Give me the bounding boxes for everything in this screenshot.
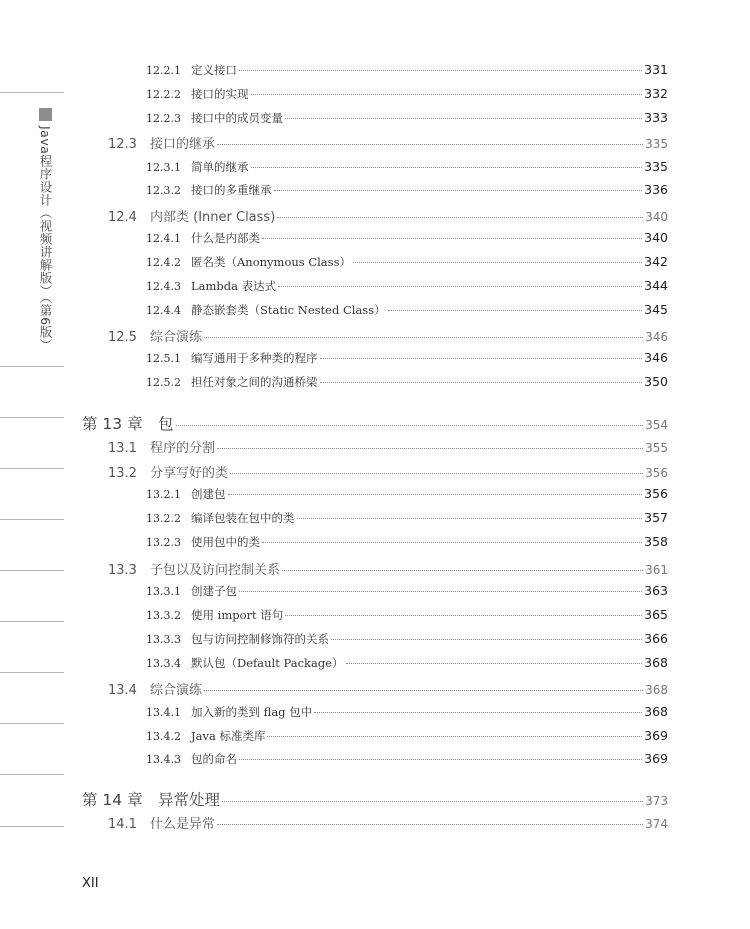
toc-page-number: 356	[644, 486, 668, 501]
toc-entry-title: 包与访问控制修饰符的关系	[191, 632, 329, 646]
toc-entry-number: 13.2	[108, 466, 137, 481]
toc-subsection-entry	[146, 86, 668, 102]
toc-page-number: 333	[644, 110, 668, 125]
toc-subsection-entry	[146, 254, 668, 270]
toc-subsection-entry	[146, 607, 668, 623]
dot-leader	[230, 473, 643, 474]
toc-page-number: 368	[645, 683, 668, 697]
toc-entry-title: 定义接口	[191, 63, 237, 77]
toc-entry-number: 13.4.1	[146, 706, 181, 719]
toc-entry-number: 14.1	[108, 817, 137, 832]
dot-leader	[278, 286, 642, 287]
toc-entry-title: 简单的继承	[191, 160, 249, 174]
toc-page-number: 342	[644, 254, 668, 269]
toc-section-entry	[108, 462, 668, 481]
toc-section-entry	[108, 813, 668, 832]
toc-entry-number: 12.5.1	[146, 352, 181, 365]
toc-subsection-entry	[146, 751, 668, 767]
toc-entry-number: 12.4.1	[146, 232, 181, 245]
dot-leader	[228, 494, 643, 495]
toc-page-number: 369	[644, 728, 668, 743]
toc-entry-number: 第 13 章	[82, 415, 143, 433]
dot-leader	[346, 663, 643, 664]
toc-page-number: 331	[644, 62, 668, 77]
toc-subsection-entry	[146, 230, 668, 246]
toc-entry-title: 默认包（Default Package）	[191, 656, 344, 670]
toc-entry-number: 12.3	[108, 137, 137, 152]
dot-leader	[297, 518, 643, 519]
toc-entry-title: 内部类 (Inner Class)	[150, 210, 276, 225]
toc-entry-title: 加入新的类到 flag 包中	[191, 705, 313, 719]
toc-subsection-entry	[146, 374, 668, 390]
dot-leader	[320, 358, 643, 359]
toc-entry-number: 13.4	[108, 683, 137, 698]
toc-subsection-entry	[146, 110, 668, 126]
toc-entry-number: 13.3.4	[146, 657, 181, 670]
toc-subsection-entry	[146, 350, 668, 366]
toc-subsection-entry	[146, 704, 668, 720]
toc-entry-number: 12.5	[108, 330, 137, 345]
toc-entry-title: 什么是内部类	[191, 231, 260, 245]
toc-entry-title: 综合演练	[150, 330, 203, 345]
toc-entry-number: 12.3.2	[146, 184, 181, 197]
toc-entry-title: 接口中的成员变量	[191, 111, 283, 125]
toc-entry-title: 分享写好的类	[150, 466, 229, 481]
toc-entry-title: 使用 import 语句	[191, 608, 284, 622]
toc-entry-number: 12.3.1	[146, 161, 181, 174]
dot-leader	[222, 801, 643, 802]
toc-subsection-entry	[146, 583, 668, 599]
toc-entry-title: 接口的实现	[191, 87, 249, 101]
toc-subsection-entry	[146, 534, 668, 550]
toc-entry-title: 子包以及访问控制关系	[150, 563, 281, 578]
toc-entry-title: 包	[158, 415, 174, 433]
toc-entry-number: 12.2.2	[146, 88, 181, 101]
dot-leader	[204, 690, 643, 691]
toc-page-number: 374	[645, 817, 668, 831]
dot-leader	[267, 736, 642, 737]
toc-entry-title: Lambda 表达式	[191, 279, 277, 293]
toc-entry-title: 编译包装在包中的类	[191, 511, 295, 525]
toc-entry-title: 异常处理	[158, 791, 221, 809]
toc-entry-number: 13.2.3	[146, 536, 181, 549]
toc-subsection-entry	[146, 278, 668, 294]
dot-leader	[239, 759, 642, 760]
toc-page-number: 344	[644, 278, 668, 293]
toc-page-number: 336	[644, 182, 668, 197]
toc-entry-title: 静态嵌套类（Static Nested Class）	[191, 303, 386, 317]
dot-leader	[314, 712, 642, 713]
toc-entry-title: 综合演练	[150, 683, 203, 698]
toc-page-number: 361	[645, 563, 668, 577]
toc-page-number: 373	[645, 794, 668, 808]
toc-page-number: 368	[644, 704, 668, 719]
toc-subsection-entry	[146, 486, 668, 502]
toc-page-number: 369	[644, 751, 668, 766]
dot-leader	[239, 591, 642, 592]
toc-entry-title: 包的命名	[191, 752, 237, 766]
toc-page-number: 357	[644, 510, 668, 525]
toc-entry-title: 担任对象之间的沟通桥梁	[191, 375, 318, 389]
toc-section-entry	[108, 679, 668, 698]
dot-leader	[251, 167, 643, 168]
toc-entry-number: 13.2.1	[146, 488, 181, 501]
toc-page-number: 363	[644, 583, 668, 598]
dot-leader	[277, 217, 643, 218]
toc-entry-number: 12.4.4	[146, 304, 181, 317]
toc-entry-number: 13.3.1	[146, 585, 181, 598]
toc-page-number: 345	[644, 302, 668, 317]
toc-entry-title: 什么是异常	[150, 817, 216, 832]
dot-leader	[285, 615, 642, 616]
dot-leader	[274, 190, 643, 191]
toc-entry-title: 创建包	[191, 487, 226, 501]
dot-leader	[331, 639, 642, 640]
dot-leader	[217, 448, 643, 449]
dot-leader	[217, 144, 643, 145]
toc-subsection-entry	[146, 302, 668, 318]
dot-leader	[176, 425, 644, 426]
toc-subsection-entry	[146, 655, 668, 671]
toc-entry-number: 13.3.3	[146, 633, 181, 646]
toc-entry-number: 12.2.3	[146, 112, 181, 125]
toc-subsection-entry	[146, 159, 668, 175]
toc-entry-title: 编写通用于多种类的程序	[191, 351, 318, 365]
dot-leader	[204, 337, 643, 338]
dot-leader	[285, 118, 642, 119]
book-title-vertical: Java程序设计（视频讲解版）（第6版）	[38, 126, 53, 352]
toc-section-entry	[108, 206, 668, 225]
toc-page-number: 365	[644, 607, 668, 622]
toc-entry-number: 12.5.2	[146, 376, 181, 389]
toc-page-number: 366	[644, 631, 668, 646]
toc-page-number: 350	[644, 374, 668, 389]
dot-leader	[388, 310, 643, 311]
toc-entry-title: 接口的继承	[150, 137, 216, 152]
toc-page-number: 340	[644, 230, 668, 245]
dot-leader	[239, 70, 642, 71]
toc-entry-number: 13.1	[108, 441, 137, 456]
toc-page-number: 355	[645, 441, 668, 455]
dot-leader	[320, 382, 643, 383]
toc-entry-number: 12.4.2	[146, 256, 181, 269]
toc-page-number: 335	[644, 159, 668, 174]
toc-entry-number: 13.2.2	[146, 512, 181, 525]
toc-section-entry	[108, 559, 668, 578]
toc-page-number: 332	[644, 86, 668, 101]
toc-chapter-entry	[82, 788, 668, 810]
toc-section-entry	[108, 133, 668, 152]
dot-leader	[282, 570, 643, 571]
toc-entry-title: 接口的多重继承	[191, 183, 272, 197]
dot-leader	[262, 238, 642, 239]
toc-entry-title: 创建子包	[191, 584, 237, 598]
dot-leader	[251, 94, 643, 95]
toc-chapter-entry	[82, 412, 668, 434]
toc-entry-title: Java 标准类库	[191, 729, 266, 743]
toc-entry-number: 13.4.2	[146, 730, 181, 743]
toc-section-entry	[108, 437, 668, 456]
toc-entry-number: 13.3.2	[146, 609, 181, 622]
dot-leader	[353, 262, 642, 263]
toc-page-number: 368	[644, 655, 668, 670]
toc-page-number: 358	[644, 534, 668, 549]
toc-page-number: 354	[645, 418, 668, 432]
toc-entry-title: 程序的分割	[150, 441, 216, 456]
toc-entry-number: 12.4.3	[146, 280, 181, 293]
toc-page-number: 356	[645, 466, 668, 480]
toc-page-number: 346	[645, 330, 668, 344]
dot-leader	[217, 824, 643, 825]
toc-entry-number: 13.3	[108, 563, 137, 578]
toc-subsection-entry	[146, 631, 668, 647]
toc-entry-number: 第 14 章	[82, 791, 143, 809]
toc-subsection-entry	[146, 62, 668, 78]
page-folio: XII	[82, 876, 99, 891]
toc-page-number: 340	[645, 210, 668, 224]
toc-subsection-entry	[146, 728, 668, 744]
toc-subsection-entry	[146, 510, 668, 526]
toc-entry-title: 使用包中的类	[191, 535, 260, 549]
toc-section-entry	[108, 326, 668, 345]
toc-entry-number: 13.4.3	[146, 753, 181, 766]
toc-page-number: 335	[645, 137, 668, 151]
toc-subsection-entry	[146, 182, 668, 198]
toc-page-number: 346	[644, 350, 668, 365]
toc-entry-title: 匿名类（Anonymous Class）	[191, 255, 351, 269]
dot-leader	[262, 542, 642, 543]
toc-entry-number: 12.2.1	[146, 64, 181, 77]
toc-entry-number: 12.4	[108, 210, 137, 225]
